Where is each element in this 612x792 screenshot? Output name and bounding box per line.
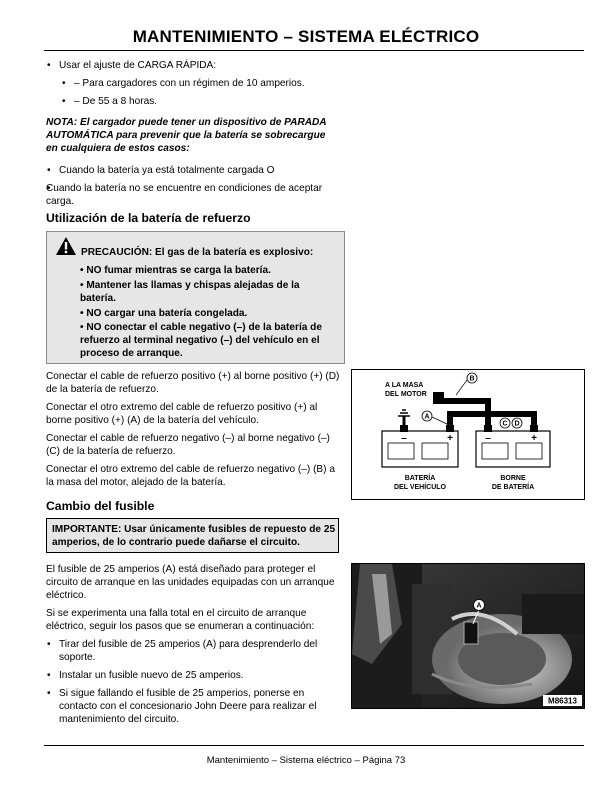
caution-item: • NO cargar una batería congelada. (80, 308, 248, 319)
intro-sub-bullet: • – De 55 a 8 horas. (46, 95, 336, 108)
case-bullet: • Cuando la batería no se encuentre en condiciones de aceptar carga. (46, 182, 331, 208)
ground-label: DEL MOTOR (385, 391, 427, 398)
caution-item: • NO conectar el cable negativo (–) de la batería de refuerzo al terminal negativo (–) del vehículo en el proceso de arranque. (80, 322, 322, 359)
plus-sign: + (447, 433, 453, 444)
fuse-paragraph: El fusible de 25 amperios (A) está diseñado para proteger el circuito de arranque en las unidades equipadas con un arranque eléctrico. (46, 564, 335, 601)
photo-code: M86313 (548, 696, 577, 706)
fuse-heading: Cambio del fusible (46, 499, 155, 513)
booster-battery-label: DE BATERÍA (491, 484, 535, 491)
fuse-step: • Tirar del fusible de 25 amperios (A) para desprenderlo del soporte. (46, 638, 344, 664)
caution-title: PRECAUCIÓN: El gas de la batería es explosivo: (81, 247, 314, 258)
callout-a: A (424, 413, 430, 421)
booster-step: Conectar el cable de refuerzo negativo (–) al borne negativo (–) (C) de la batería de refuerzo. (46, 433, 330, 457)
minus-sign: – (401, 433, 407, 444)
case-bullet: • Cuando la batería ya está totalmente cargada O (46, 164, 336, 177)
fuse-step: • Instalar un fusible nuevo de 25 amperios. (46, 669, 344, 682)
callout-d: D (514, 420, 520, 428)
fuse-paragraph: Si se experimenta una falla total en el circuito de arranque eléctrico, seguir los pasos que se enumeran a continuación: (46, 608, 315, 632)
caution-item: • Mantener las llamas y chispas alejadas de la batería. (80, 280, 300, 304)
callout-b: B (469, 375, 475, 383)
caution-box (46, 231, 345, 364)
title-rule (44, 50, 584, 51)
page-title: MANTENIMIENTO – SISTEMA ELÉCTRICO (132, 27, 480, 46)
fuse-step: • Si sigue fallando el fusible de 25 amperios, ponerse en contacto con el concesionario John Deere para realizar el mantenimiento del circuito. (46, 687, 344, 726)
vehicle-battery-label: DEL VEHÍCULO (394, 484, 446, 491)
intro-bullet: • Usar el ajuste de CARGA RÁPIDA: (46, 59, 336, 72)
booster-step: Conectar el cable de refuerzo positivo (+) al borne positivo (+) (D) de la batería de refuerzo. (46, 371, 340, 395)
vehicle-battery-label: BATERÍA (404, 475, 436, 482)
minus-sign: – (485, 433, 491, 444)
booster-step: Conectar el otro extremo del cable de refuerzo positivo (+) al borne positivo (+) (A) de la batería del vehículo. (46, 402, 318, 426)
booster-battery-label: BORNE (500, 475, 526, 482)
fuse-photo-illustration (352, 564, 584, 708)
booster-steps (46, 370, 342, 489)
intro-section (46, 59, 336, 208)
page-footer: Mantenimiento – Sistema eléctrico – Página 73 (206, 755, 406, 766)
note-text: NOTA: El cargador puede tener un dispositivo de PARADA AUTOMÁTICA para prevenir que la batería se sobrecargue en cualquiera de estos casos: (46, 117, 327, 154)
plus-sign: + (531, 433, 537, 444)
booster-step: Conectar el otro extremo del cable de refuerzo negativo (–) (B) a la masa del motor, alejado de la batería. (46, 464, 335, 488)
photo-callout-a: A (476, 602, 482, 610)
booster-heading: Utilización de la batería de refuerzo (46, 211, 251, 225)
fuse-section (46, 563, 344, 726)
jump-start-diagram (351, 369, 585, 500)
footer-rule (44, 745, 584, 746)
important-text: IMPORTANTE: Usar únicamente fusibles de repuesto de 25 amperios, de lo contrario puede dañarse el circuito. (52, 524, 336, 548)
intro-sub-bullet: • – Para cargadores con un régimen de 10 amperios. (46, 77, 336, 90)
warning-icon (56, 237, 76, 255)
important-box (46, 518, 339, 553)
callout-c: C (502, 420, 508, 428)
jump-start-diagram-svg (352, 370, 584, 499)
ground-label: A LA MASA (385, 382, 424, 389)
fuse-photo (351, 563, 585, 709)
caution-item: • NO fumar mientras se carga la batería. (80, 265, 271, 276)
